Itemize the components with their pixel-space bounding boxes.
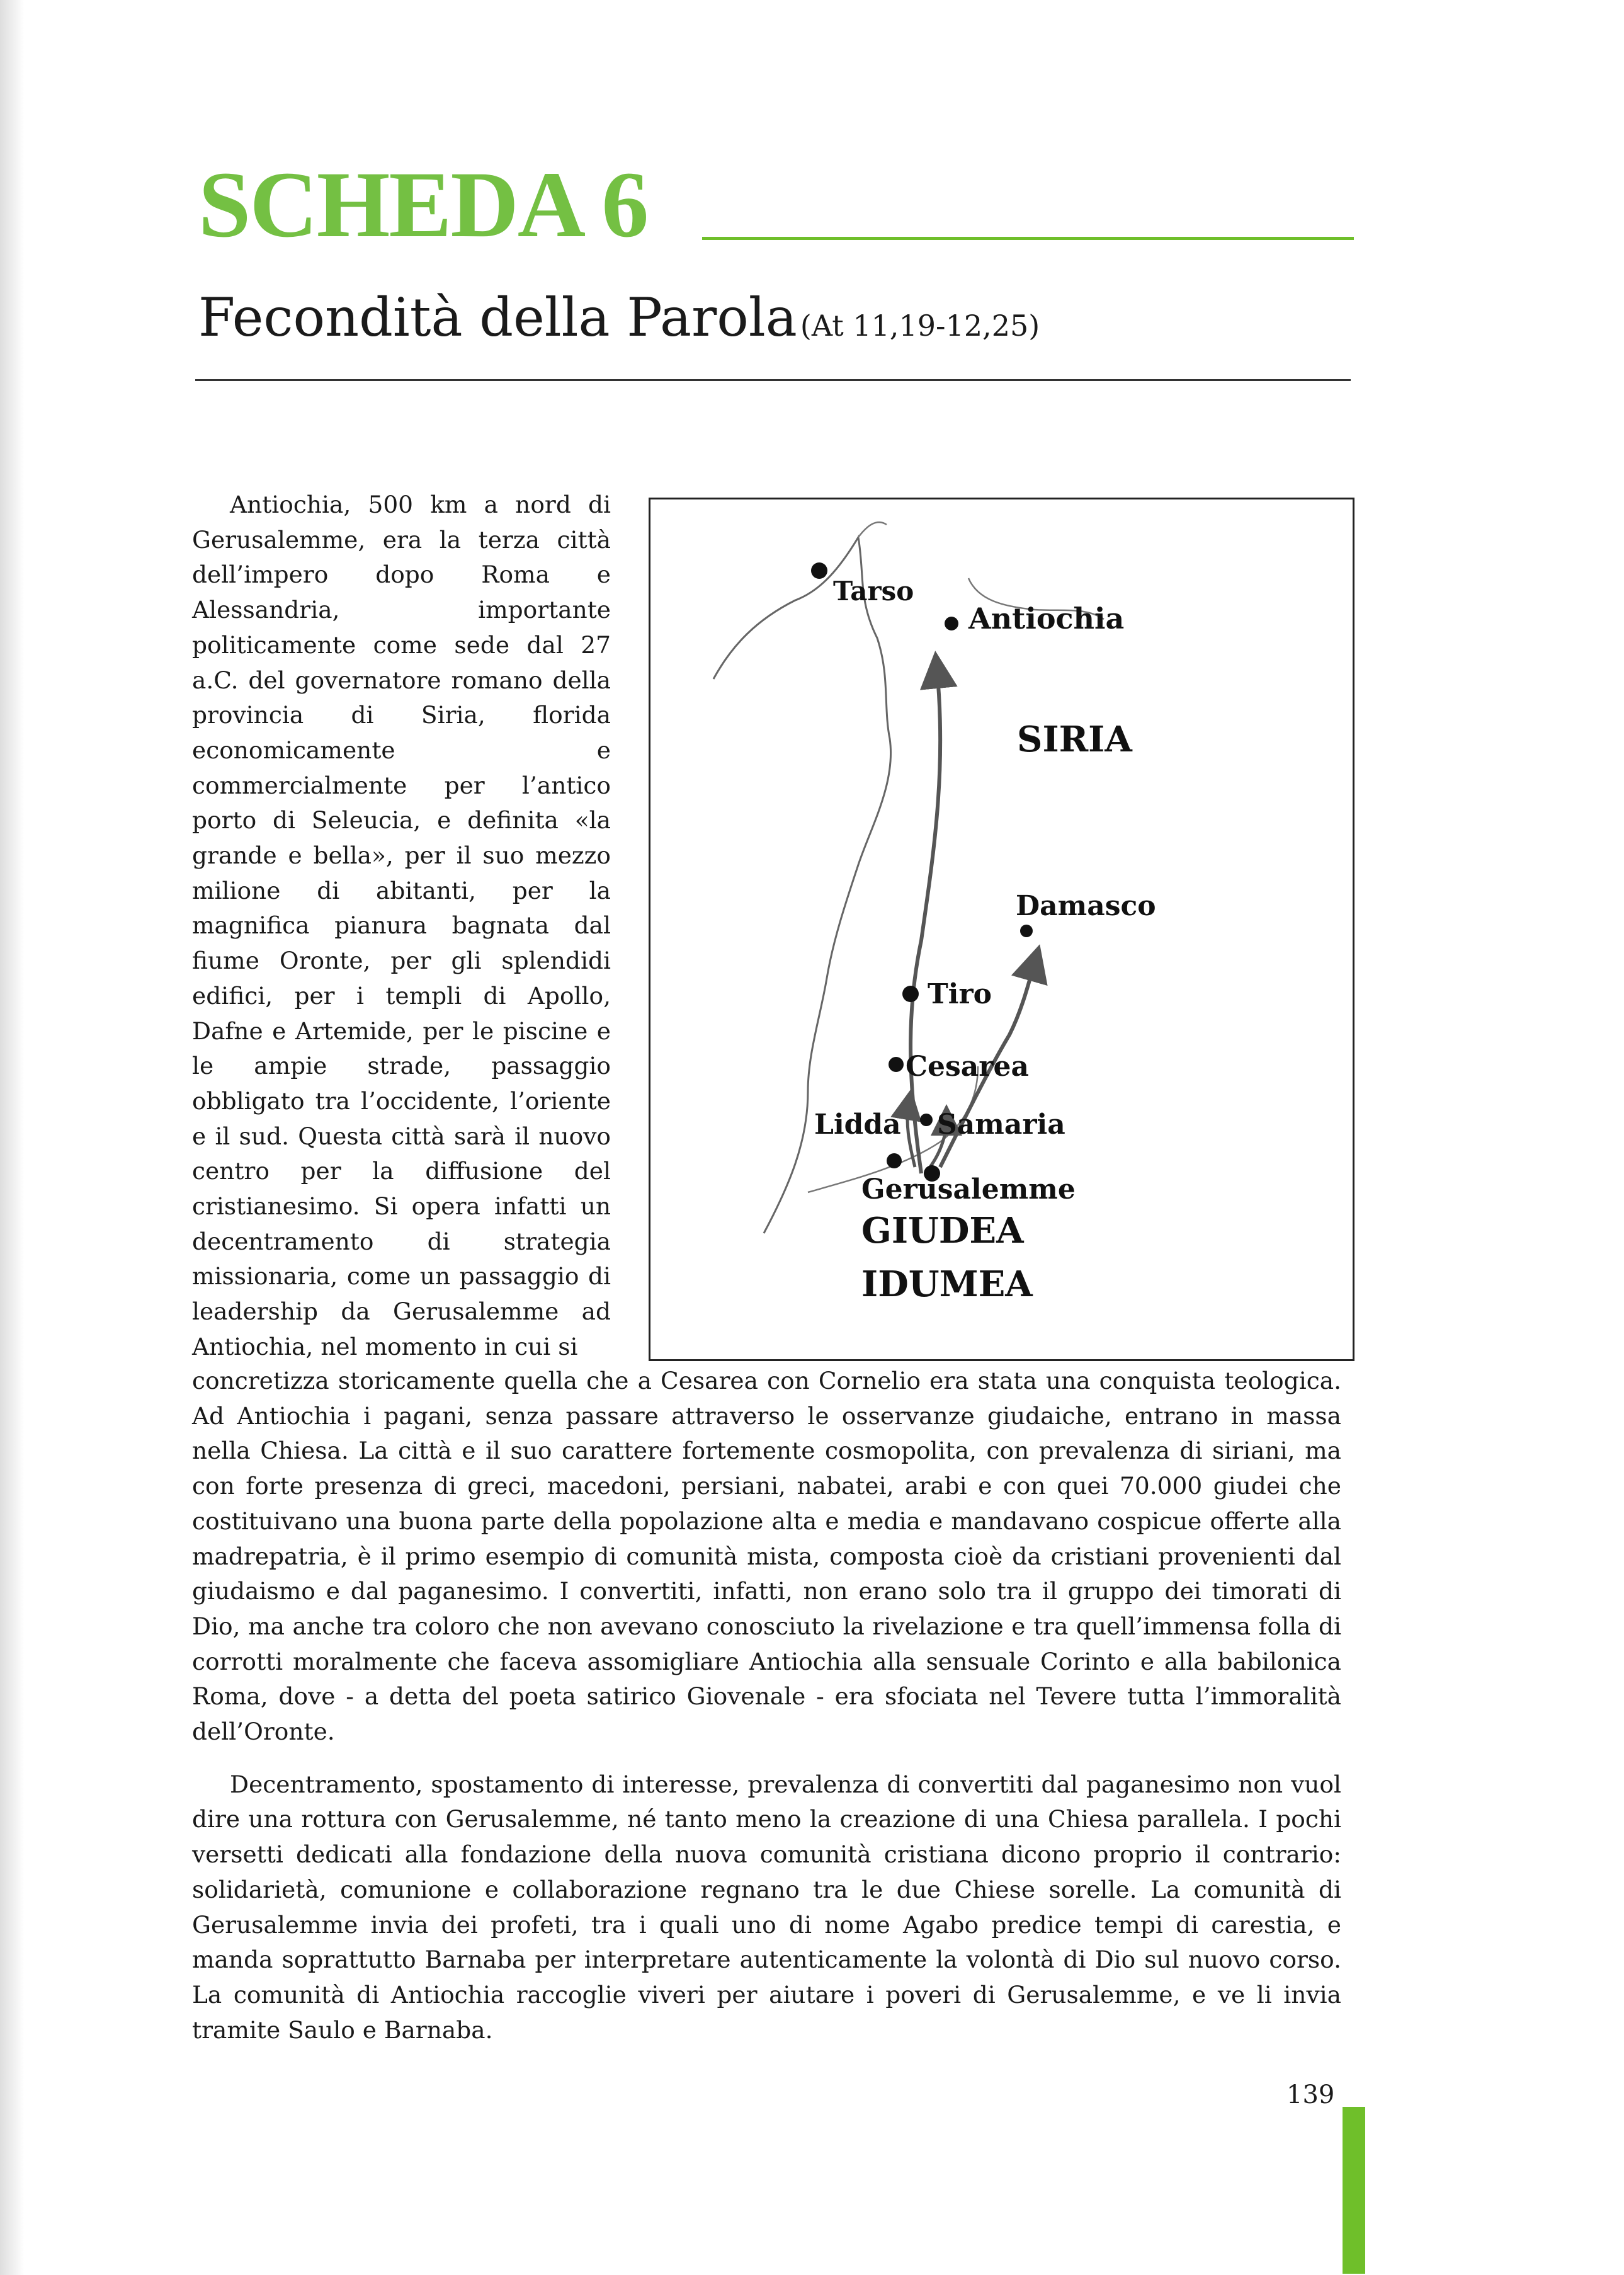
label-samaria: Samaria — [937, 1109, 1065, 1141]
left-column — [192, 488, 611, 1365]
label-giudea: GIUDEA — [861, 1210, 1024, 1252]
label-tarso: Tarso — [833, 576, 914, 607]
page-edge-shadow — [0, 0, 24, 2275]
full-width-text — [192, 1364, 1341, 2048]
subtitle-rule — [195, 379, 1351, 381]
subtitle-text: Fecondità della Parola — [198, 287, 797, 348]
map-figure — [649, 498, 1354, 1361]
label-damasco: Damasco — [1016, 890, 1156, 922]
page-tab-bar — [1343, 2107, 1365, 2274]
label-idumea: IDUMEA — [861, 1263, 1033, 1305]
route-arrow — [911, 670, 940, 1173]
paragraph-intro-continued: concretizza storicamente quella che a Cesarea con Cornelio era stata una conquista teologica. Ad Antiochia i pagani, senza passare attraverso le osservanze giudaiche, entrano in massa nella Chiesa. La città e il suo carattere fortemente cosmopolita, con prevalenza di siriani, ma con forte presenza di greci, macedoni, persiani, nabatei, arabi e con quei 70.000 giudei che costituivano una buona parte della popolazione alta e media e mandavano cospicue offerte alla madrepatria, è il primo esempio di comunità mista, composta cioè da cristiani provenienti dal giudaismo e dal paganesimo. I convertiti, infatti, non erano solo tra il gruppo dei timorati di Dio, ma anche tra coloro che non avevano conosciuto la rivelazione e tra quell’immensa folla di corrotti moralmente che faceva assomigliare Antiochia alla sensuale Corinto e alla babilonica Roma, dove - a detta del poeta satirico Giovenale - era sfociata nel Tevere tutta l’immoralità dell’Oronte. — [192, 1367, 1341, 1746]
label-gerusalemme: Gerusalemme — [861, 1173, 1076, 1206]
city-dot-samaria — [920, 1114, 933, 1126]
label-cesarea: Cesarea — [906, 1051, 1029, 1083]
city-dot-lidda — [887, 1153, 902, 1168]
page-title: SCHEDA 6 — [198, 152, 648, 257]
paragraph-second: Decentramento, spostamento di interesse, prevalenza di convertiti dal paganesimo non vuol dire una rottura con Gerusalemme, né tanto meno la creazione di una Chiesa parallela. I pochi versetti dedicati alla fondazione della nuova comunità cristiana dicono proprio il contrario: solidarietà, comunione e collaborazione regnano tra le due Chiese sorelle. La comunità di Gerusalemme invia dei profeti, tra i quali uno di nome Agabo predice tempi di carestia, e manda soprattutto Barnaba per interpretare autenticamente la volontà di Dio sul nuovo corso. La comunità di Antiochia raccoglie viveri per aiutare i poveri di Gerusalemme, e ve li invia tramite Saulo e Barnaba. — [192, 1770, 1341, 2044]
subtitle — [198, 287, 1040, 348]
title-underline — [702, 237, 1354, 240]
city-dot-tiro — [902, 986, 919, 1002]
city-dot-cesarea — [889, 1057, 904, 1072]
border-line — [858, 522, 887, 537]
label-tiro: Tiro — [928, 978, 992, 1010]
label-siria: SIRIA — [1017, 719, 1132, 760]
label-antiochia: Antiochia — [968, 602, 1125, 636]
paragraph-intro: Antiochia, 500 km a nord di Gerusalemme, era la terza città dell’impero dopo Roma e Alessandria, importante politicamente come sede dal 27 a.C. del governatore romano della provincia di Siria, florida economicamente e commercialmente per l’antico porto di Seleucia, e definita «la grande e bella», per il suo mezzo milione di abitanti, per la magnifica pianura bagnata dal fiume Oronte, per gli splendidi edifici, per i templi di Apollo, Dafne e Artemide, per le piscine e le ampie strade, passaggio obbligato tra l’occidente, l’oriente e il sud. Questa città sarà il nuovo centro per la diffusione del cristianesimo. Si opera infatti un decentramento di strategia missionaria, come un passaggio di leadership da Gerusalemme ad Antiochia, nel momento in cui si — [192, 491, 611, 1360]
city-dot-tarso — [811, 562, 827, 579]
bible-reference: (At 11,19-12,25) — [800, 309, 1040, 343]
city-dot-damasco — [1020, 925, 1033, 937]
city-dot-antiochia — [945, 617, 958, 630]
label-lidda: Lidda — [814, 1109, 901, 1141]
map-drawing — [650, 499, 1353, 1359]
page-number: 139 — [1286, 2080, 1335, 2109]
